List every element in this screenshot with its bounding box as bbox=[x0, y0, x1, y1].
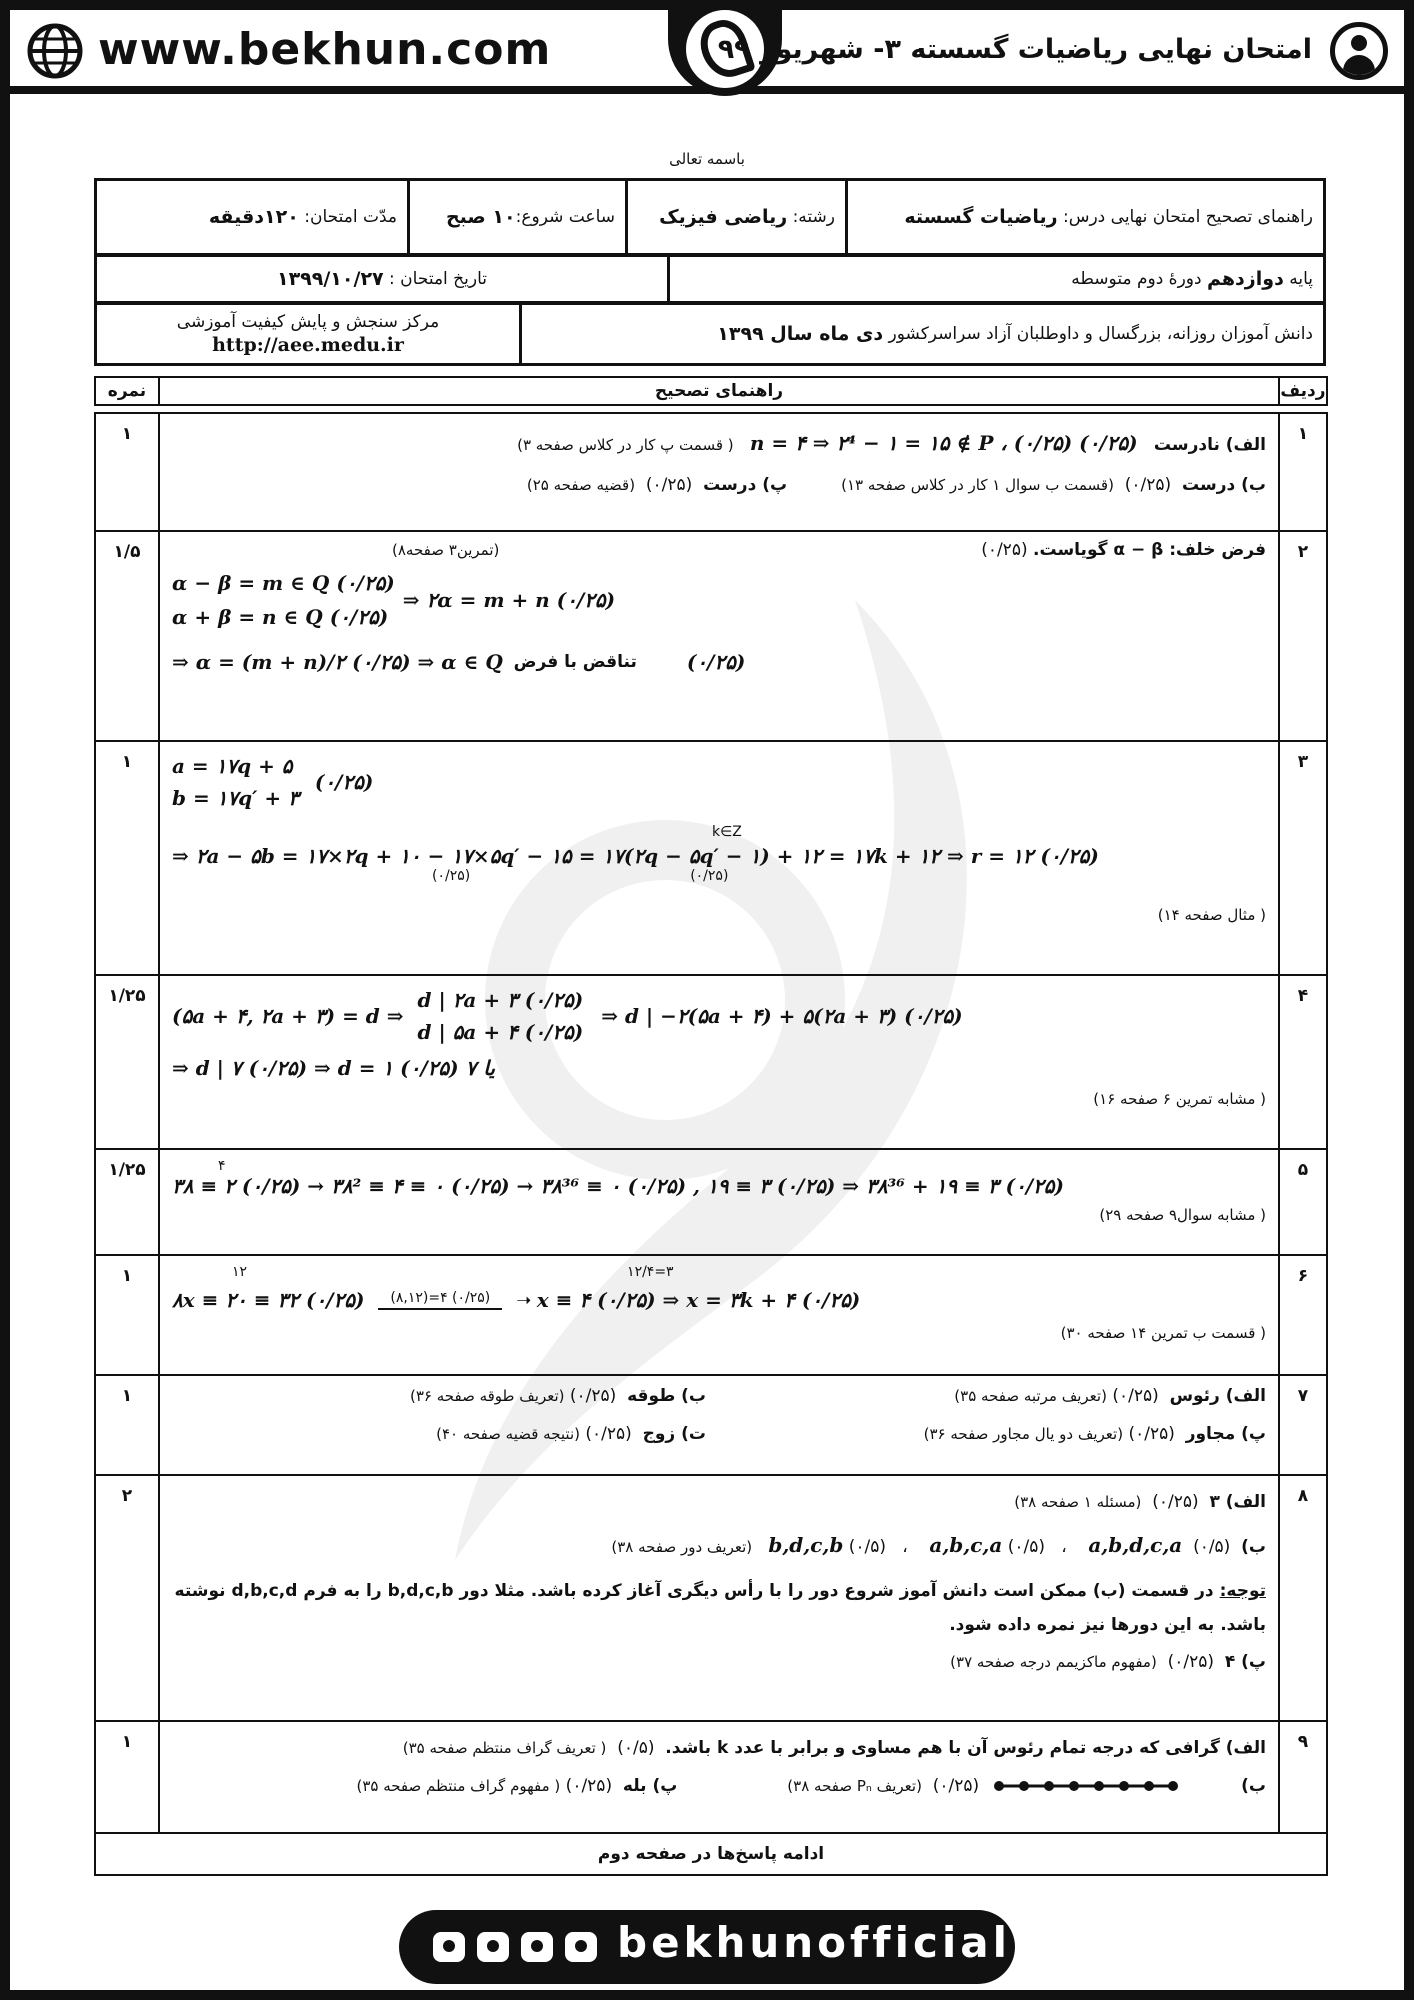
basmala: باسمه تعالی bbox=[669, 150, 745, 168]
q8-cycle-2: a,b,c,a bbox=[929, 1532, 1003, 1557]
table-row bbox=[95, 741, 1327, 975]
q8-cycle-1: b,d,c,b bbox=[768, 1532, 844, 1557]
instagram-icon[interactable] bbox=[565, 1932, 597, 1962]
table-row bbox=[95, 1721, 1327, 1833]
q9-c-mark: (۰/۲۵) bbox=[565, 1775, 613, 1796]
q7-a-ref: (تعریف مرتبه صفحه ۳۵) bbox=[954, 1387, 1107, 1405]
q8-cycle-3: a,b,d,c,a bbox=[1088, 1532, 1183, 1557]
q7-c-mark: (۰/۲۵) bbox=[1128, 1424, 1175, 1444]
q7-c-ref: (تعریف دو یال مجاور صفحه ۳۶) bbox=[923, 1425, 1124, 1443]
q1-b-label: ب) درست bbox=[1182, 474, 1266, 495]
q1-a-ref: ( قسمت پ کار در کلاس صفحه ۳) bbox=[517, 436, 734, 454]
row-score: ۱ bbox=[95, 1375, 159, 1475]
table-row bbox=[95, 1375, 1327, 1475]
students: دانش آموزان روزانه، بزرگسال و داوطلبان آزاد سراسرکشور bbox=[888, 324, 1313, 344]
q3-eq-12-mark: (۰/۲۵) bbox=[314, 770, 374, 794]
row-score: ۱/۲۵ bbox=[95, 975, 159, 1149]
row-body bbox=[159, 1255, 1279, 1375]
table-row bbox=[95, 1255, 1327, 1375]
q7-a: الف) رئوس bbox=[1169, 1386, 1266, 1406]
social-footer bbox=[399, 1910, 1015, 1984]
row-score: ۱ bbox=[95, 741, 159, 975]
table-row bbox=[95, 975, 1327, 1149]
session: دی ماه سال ۱۳۹۹ bbox=[717, 323, 884, 345]
header-row-2 bbox=[94, 254, 1326, 304]
row-score: ۱ bbox=[95, 1255, 159, 1375]
q6-ref: ( قسمت ب تمرین ۱۴ صفحه ۳۰) bbox=[1060, 1324, 1266, 1342]
q8-a-ref: (مسئله ۱ صفحه ۳۸) bbox=[1014, 1493, 1142, 1511]
row-number: ۶ bbox=[1279, 1255, 1327, 1375]
row-body bbox=[159, 975, 1279, 1149]
q5-ref: ( مشابه سوال۹ صفحه ۲۹) bbox=[1099, 1206, 1266, 1224]
center-name: مرکز سنجش و پایش کیفیت آموزشی bbox=[176, 311, 440, 332]
q1-c-mark: (۰/۲۵) bbox=[645, 474, 693, 495]
row-number: ۴ bbox=[1279, 975, 1327, 1149]
q8-c-ref: (مفهوم ماکزیمم درجه صفحه ۳۷) bbox=[950, 1653, 1157, 1671]
q3-ref: ( مثال صفحه ۱۴) bbox=[1157, 906, 1266, 924]
row-body bbox=[159, 1721, 1279, 1833]
row-number: ۷ bbox=[1279, 1375, 1327, 1475]
q9-b-ref: (تعریف Pₙ صفحه ۳۸) bbox=[787, 1776, 922, 1795]
grade-cell bbox=[667, 257, 1323, 301]
q3-eq-2: b = ۱۷q′ + ۳ bbox=[172, 786, 299, 810]
q8-a: الف) ۳ bbox=[1209, 1492, 1266, 1512]
date-label: تاریخ امتحان : bbox=[389, 269, 488, 289]
row-body bbox=[159, 531, 1279, 741]
q8-note-label: توجه: bbox=[1219, 1581, 1266, 1601]
q4-eq-1: (۵a + ۴, ۲a + ۳) = d ⇒ bbox=[172, 1004, 404, 1028]
continue-note: ادامه پاسخ‌ها در صفحه دوم bbox=[95, 1833, 1327, 1875]
row-score: ۱/۵ bbox=[95, 531, 159, 741]
q2-eq-3: ⇒ ۲α = m + n (۰/۲۵) bbox=[402, 588, 616, 612]
q3-kz: k∈Z bbox=[712, 824, 742, 840]
q7-b-mark: (۰/۲۵) bbox=[569, 1386, 617, 1406]
youtube-icon[interactable] bbox=[477, 1932, 509, 1962]
q9-a: الف) گرافی که درجه تمام رئوس آن با هم مساوی و برابر با عدد k باشد. bbox=[665, 1738, 1266, 1758]
q2-eq-4: ⇒ α = (m + n)/۲ (۰/۲۵) ⇒ α ∈ Q bbox=[172, 650, 503, 674]
q9-c: پ) بله bbox=[622, 1775, 678, 1796]
row-score: ۲ bbox=[95, 1475, 159, 1721]
q1-c-label: پ) درست bbox=[703, 474, 788, 495]
top-banner bbox=[10, 10, 1404, 94]
q2-eq-4-mark: (۰/۲۵) bbox=[686, 650, 746, 674]
q8-a-mark: (۰/۲۵) bbox=[1152, 1492, 1199, 1512]
duration-cell bbox=[97, 181, 407, 253]
row-number: ۵ bbox=[1279, 1149, 1327, 1255]
q9-a-mark: (۰/۵) bbox=[617, 1738, 655, 1758]
telegram-icon[interactable] bbox=[521, 1932, 553, 1962]
q6-modulus-2: ۱۲/۴=۳ bbox=[627, 1264, 674, 1280]
start-time: ۱۰ صبح bbox=[445, 206, 516, 228]
q5-eq-1: ۳۸ ≡ ۲ (۰/۲۵) → ۳۸² ≡ ۴ ≡ ۰ (۰/۲۵) → ۳۸³⁶ ≡ ۰ (۰/۲۵) , ۱۹ ≡ ۳ (۰/۲۵) ⇒ ۳۸³⁶ + ۱۹ ≡ ۳ (۰/۲۵) bbox=[172, 1174, 1064, 1198]
students-cell bbox=[519, 305, 1323, 363]
center-url[interactable]: http://aee.medu.ir bbox=[212, 333, 404, 356]
q1-b-ref: (قسمت ب سوال ۱ کار در کلاس صفحه ۱۳) bbox=[841, 475, 1114, 494]
field-cell bbox=[625, 181, 845, 253]
q2-eq-2: α + β = n ∈ Q (۰/۲۵) bbox=[172, 605, 389, 629]
exam-date: ۱۳۹۹/۱۰/۲۷ bbox=[276, 268, 384, 290]
row-body bbox=[159, 741, 1279, 975]
q2-lead-mark: (۰/۲۵) bbox=[981, 540, 1028, 560]
row-body bbox=[159, 1375, 1279, 1475]
center-cell bbox=[97, 305, 519, 363]
duration: ۱۲۰دقیقه bbox=[208, 206, 299, 228]
subject-cell bbox=[845, 181, 1323, 253]
row-number: ۲ bbox=[1279, 531, 1327, 741]
q7-a-mark: (۰/۲۵) bbox=[1112, 1386, 1159, 1406]
q4-eq-5: ⇒ d | ۷ (۰/۲۵) ⇒ d = ۱ یا ۷ (۰/۲۵) bbox=[172, 1056, 495, 1080]
q3-eq-1: a = ۱۷q + ۵ bbox=[172, 754, 293, 778]
grade: دوازدهم bbox=[1206, 268, 1284, 290]
q9-b-mark: (۰/۲۵) bbox=[932, 1775, 980, 1796]
grade-prefix: پایه bbox=[1289, 269, 1313, 289]
q6-arrow-label: (۸,۱۲)=۴ (۰/۲۵) bbox=[378, 1290, 502, 1310]
q6-eq-2: x ≡ ۴ (۰/۲۵) ⇒ x = ۳k + ۴ (۰/۲۵) bbox=[536, 1288, 861, 1312]
header-row-1 bbox=[94, 178, 1326, 256]
q4-eq-3: d | ۵a + ۴ (۰/۲۵) bbox=[417, 1020, 584, 1044]
row-body bbox=[159, 1149, 1279, 1255]
row-score: ۱ bbox=[95, 1721, 159, 1833]
q8-b-label: ب) bbox=[1241, 1536, 1266, 1557]
col-guide-header: راهنمای تصحیح bbox=[159, 377, 1279, 405]
table-row bbox=[95, 531, 1327, 741]
q8-note: در قسمت (ب) ممکن است دانش آموز شروع دور را با رأس دیگری آغاز کرده باشد. مثلا دور b,d,c,b را به فرم d,b,c,d نوشته باشد. به این دورها نیز نمره داده شود. bbox=[174, 1581, 1266, 1635]
start-label: ساعت شروع: bbox=[515, 207, 615, 227]
aparat-icon[interactable] bbox=[433, 1932, 465, 1962]
q1-a-math: n = ۴ ⇒ ۲⁴ − ۱ = ۱۵ ∉ P ، (۰/۲۵) (۰/۲۵) bbox=[749, 431, 1138, 455]
table-row bbox=[95, 1475, 1327, 1721]
q7-c: پ) مجاور bbox=[1185, 1424, 1266, 1444]
subject: ریاضیات گسسته bbox=[904, 206, 1058, 228]
grade-suffix: دورهٔ دوم متوسطه bbox=[1071, 269, 1202, 289]
q7-b: ب) طوقه bbox=[627, 1386, 706, 1406]
date-cell bbox=[97, 257, 667, 301]
row-number: ۱ bbox=[1279, 413, 1327, 531]
table-row bbox=[95, 1149, 1327, 1255]
header-row-3 bbox=[94, 302, 1326, 366]
q8-b-mark: (۰/۵) bbox=[1193, 1536, 1231, 1557]
q9-a-ref: ( تعریف گراف منتظم صفحه ۳۵) bbox=[402, 1739, 607, 1757]
duration-label: مدّت امتحان: bbox=[304, 207, 397, 227]
q9-c-ref: ( مفهوم گراف منتظم صفحه ۳۵) bbox=[356, 1776, 561, 1795]
row-number: ۳ bbox=[1279, 741, 1327, 975]
q7-b-ref: (تعریف طوقه صفحه ۳۶) bbox=[410, 1387, 565, 1405]
q4-ref: ( مشابه تمرین ۶ صفحه ۱۶) bbox=[1093, 1090, 1266, 1108]
row-body bbox=[159, 413, 1279, 531]
path-graph-icon bbox=[991, 1776, 1181, 1796]
row-number: ۹ bbox=[1279, 1721, 1327, 1833]
q2-contradiction: تناقض با فرض bbox=[513, 652, 637, 672]
q8-b-ref: (تعریف دور صفحه ۳۸) bbox=[611, 1537, 753, 1556]
q2-lead: فرض خلف: α − β گویاست. bbox=[1033, 540, 1266, 560]
field: ریاضی فیزیک bbox=[659, 206, 788, 228]
globe-icon bbox=[26, 22, 84, 80]
q8-c: پ) ۴ bbox=[1224, 1652, 1266, 1672]
exam-title: امتحان نهایی ریاضیات گسسته ۳- شهریور ۹۹ bbox=[717, 34, 1312, 65]
row-score: ۱ bbox=[95, 413, 159, 531]
row-score: ۱/۲۵ bbox=[95, 1149, 159, 1255]
table-row bbox=[95, 413, 1327, 531]
row-number: ۸ bbox=[1279, 1475, 1327, 1721]
site-url[interactable]: www.bekhun.com bbox=[98, 24, 552, 75]
q4-eq-2: d | ۲a + ۳ (۰/۲۵) bbox=[417, 988, 584, 1012]
guide-label: راهنمای تصحیح امتحان نهایی درس: bbox=[1062, 207, 1313, 227]
social-handle[interactable]: bekhunofficial bbox=[617, 1918, 1012, 1967]
q5-modulus: ۴ bbox=[218, 1158, 226, 1174]
col-row-header: ردیف bbox=[1279, 377, 1327, 405]
row-body: الف) ۳ (۰/۲۵) (مسئله ۱ صفحه ۳۸) ب) b,d,c,b (۰/۵) ، a,b,c,a (۰/۵) ، a,b,d,c,a (۰/۵) (تعریف دور صفحه ۳۸) توجه: در قسمت (ب) ممکن است دانش آموز شروع دور را با رأس دیگری آغاز کرده باشد. مثلا دور b,d,c,b را به فرم d,b,c,d نوشته باشد. به این دورها نیز نمره داده شود. پ) ۴ (۰/۲۵) (مفهوم ماکزیمم درجه صفحه ۳۷) bbox=[159, 1475, 1279, 1721]
q3-brace-1: (۰/۲۵) bbox=[432, 868, 471, 884]
q1-a-label: الف) نادرست bbox=[1153, 435, 1266, 455]
q3-eq-3: ⇒ ۲a − ۵b = ۱۷×۲q + ۱۰ − ۱۷×۵q′ − ۱۵ = ۱۷(۲q − ۵q′ − ۱) + ۱۲ = ۱۷k + ۱۲ ⇒ r = ۱۲ (۰/۲۵) bbox=[172, 844, 1099, 868]
col-score-header: نمره bbox=[95, 377, 159, 405]
q3-brace-2: (۰/۲۵) bbox=[690, 868, 729, 884]
q4-eq-4: ⇒ d | −۲(۵a + ۴) + ۵(۲a + ۳) (۰/۲۵) bbox=[601, 1004, 963, 1028]
q7-d: ت) زوج bbox=[642, 1424, 706, 1444]
start-cell bbox=[407, 181, 625, 253]
q2-ref: (تمرین۳ صفحه۸) bbox=[392, 541, 500, 559]
q1-b-mark: (۰/۲۵) bbox=[1124, 474, 1172, 495]
q6-eq-1: ۸x ≡ ۲۰ ≡ ۳۲ (۰/۲۵) bbox=[172, 1288, 365, 1312]
answer-table bbox=[94, 376, 1328, 1876]
field-label: رشته: bbox=[792, 207, 835, 227]
q1-c-ref: (قضیه صفحه ۲۵) bbox=[526, 475, 636, 494]
q8-c-mark: (۰/۲۵) bbox=[1167, 1652, 1215, 1672]
q7-d-mark: (۰/۲۵) bbox=[585, 1424, 632, 1444]
q6-modulus-1: ۱۲ bbox=[232, 1264, 248, 1280]
q9-b: ب) bbox=[1241, 1775, 1266, 1796]
q2-eq-1: α − β = m ∈ Q (۰/۲۵) bbox=[172, 571, 395, 595]
q7-d-ref: (نتیجه قضیه صفحه ۴۰) bbox=[436, 1425, 580, 1443]
user-icon bbox=[1330, 22, 1388, 80]
arrow-right-icon: ➝ bbox=[516, 1289, 532, 1311]
